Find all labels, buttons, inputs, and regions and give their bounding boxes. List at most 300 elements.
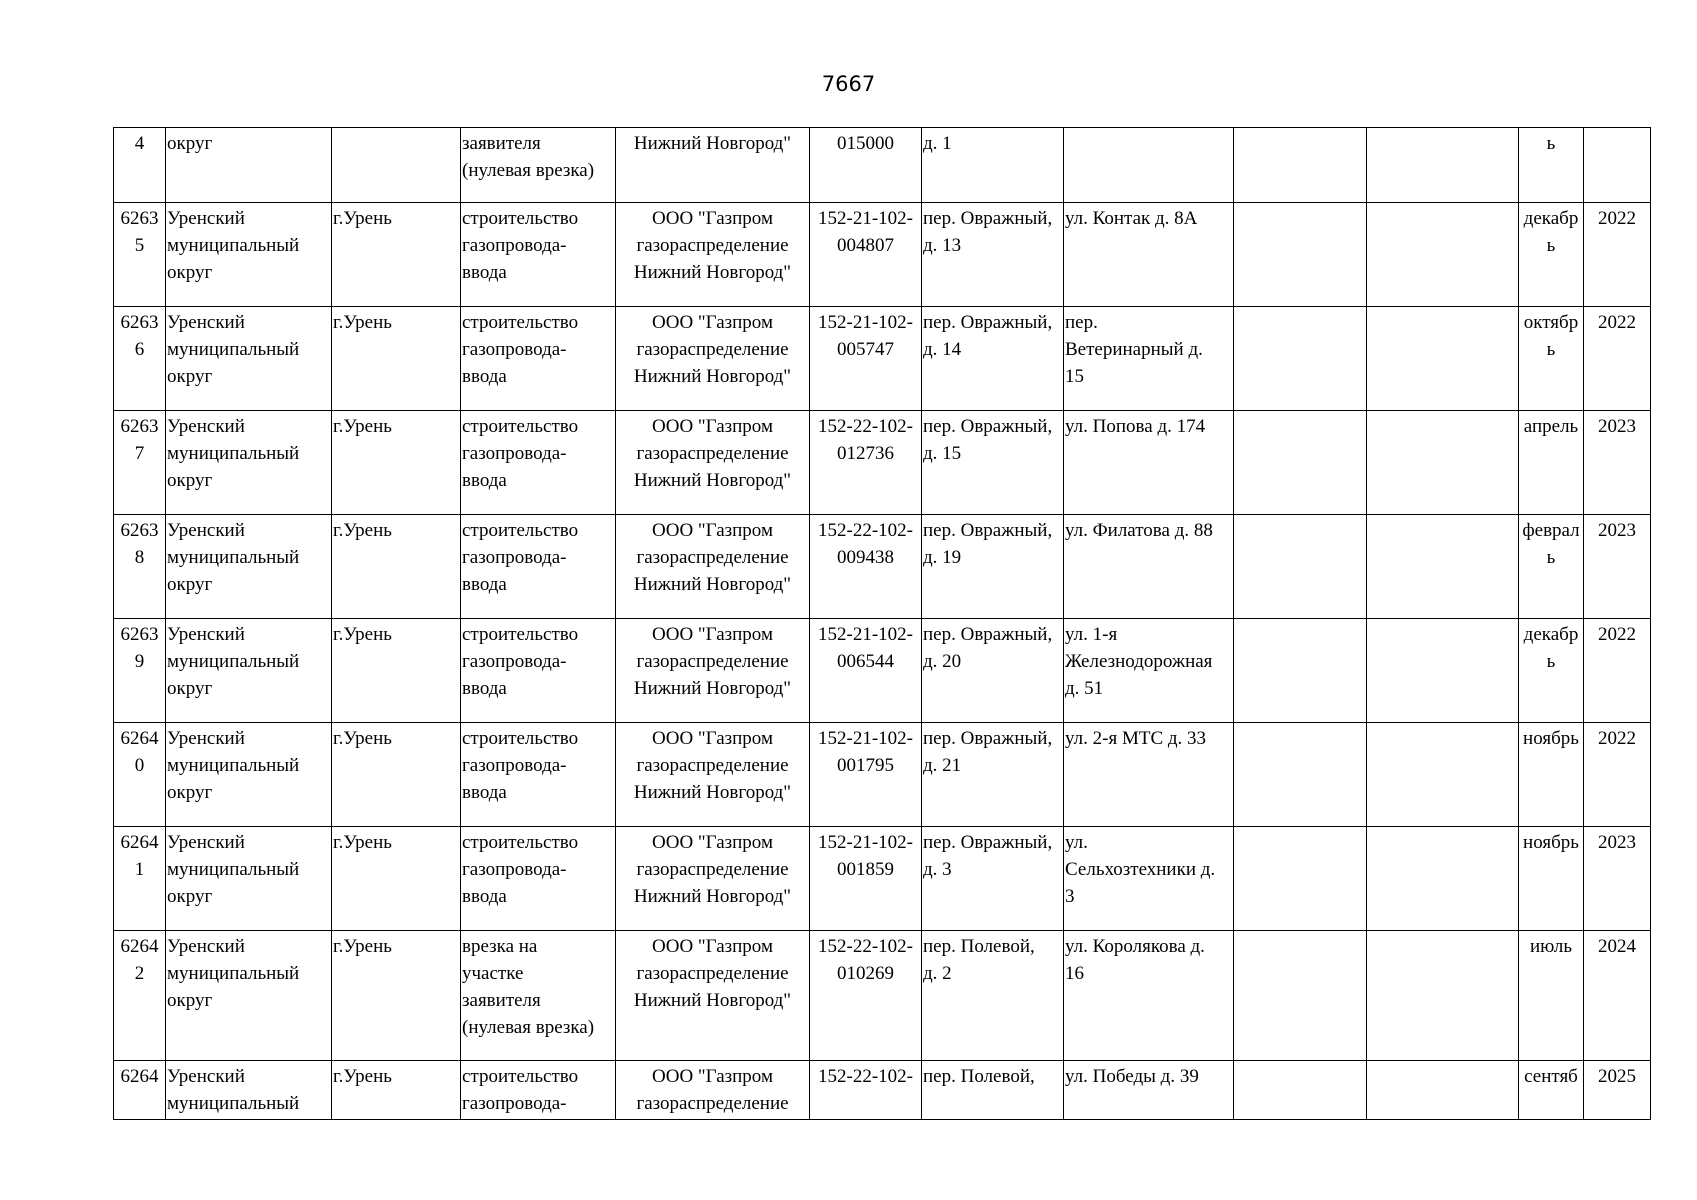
- table-row: [114, 307, 1651, 411]
- cell-address-alt: [1064, 619, 1234, 723]
- cell-address: [922, 128, 1064, 203]
- cell-text-line: пер. Овражный,: [923, 624, 1053, 645]
- cell-text-line: Нижний Новгород": [633, 678, 792, 699]
- cell-text-line: газопровода-: [462, 547, 567, 568]
- cell-text-line: 2022: [1598, 312, 1636, 333]
- cell-year: [1584, 128, 1651, 203]
- cell-text-line: Нижний Новгород": [633, 574, 792, 595]
- cell-settlement: [332, 128, 461, 203]
- cell-month: [1519, 128, 1584, 203]
- cell-text-line: заявителя: [462, 990, 541, 1011]
- cell-text-line: строительство: [462, 312, 579, 333]
- cell-text-line: 009438: [837, 547, 894, 568]
- cell-application-code: [810, 827, 922, 931]
- cell-text-line: 152-21-102-: [818, 832, 913, 853]
- cell-text-line: 005747: [837, 339, 894, 360]
- cell-text-line: 6264: [120, 1066, 159, 1087]
- cell-text-line: ввода: [462, 574, 507, 595]
- cell-text-line: газораспределение: [636, 755, 789, 776]
- cell-text-line: округ: [167, 678, 213, 699]
- cell-text-line: 152-21-102-: [818, 624, 913, 645]
- gasification-registry-table: [113, 127, 1651, 1120]
- cell-empty: [1234, 1061, 1367, 1120]
- cell-text-line: муниципальный: [167, 963, 300, 984]
- cell-text-line: строительство: [462, 416, 579, 437]
- cell-text-line: Уренский: [167, 624, 245, 645]
- cell-text-line: (нулевая врезка): [462, 1017, 595, 1038]
- table-row: [114, 827, 1651, 931]
- cell-text-line: 2023: [1598, 520, 1636, 541]
- cell-text-line: Нижний Новгород": [633, 990, 792, 1011]
- cell-address-alt: [1064, 128, 1234, 203]
- cell-text-line: муниципальный: [167, 755, 300, 776]
- cell-text-line: д. 20: [923, 651, 962, 672]
- cell-text-line: д. 21: [923, 755, 962, 776]
- cell-text-line: округ: [167, 366, 213, 387]
- cell-text-line: 6264: [120, 832, 159, 853]
- cell-text-line: 1: [134, 859, 145, 880]
- cell-text-line: округ: [167, 990, 213, 1011]
- cell-text-line: муниципальный: [167, 1093, 300, 1114]
- cell-text-line: 152-22-102-: [818, 1066, 913, 1087]
- cell-text-line: д. 1: [923, 133, 952, 154]
- cell-district: [166, 515, 332, 619]
- cell-text-line: 152-22-102-: [818, 520, 913, 541]
- cell-text-line: ООО "Газпром: [652, 208, 773, 229]
- table-row: [114, 723, 1651, 827]
- cell-text-line: пер. Овражный,: [923, 832, 1053, 853]
- cell-district: [166, 1061, 332, 1120]
- cell-text-line: 6263: [120, 312, 159, 333]
- cell-text-line: д. 51: [1065, 678, 1104, 699]
- cell-text-line: Уренский: [167, 728, 245, 749]
- cell-text-line: газораспределение: [636, 443, 789, 464]
- cell-text-line: газопровода-: [462, 651, 567, 672]
- table-row: [114, 515, 1651, 619]
- cell-year: [1584, 1061, 1651, 1120]
- cell-text-line: ООО "Газпром: [652, 416, 773, 437]
- cell-text-line: Нижний Новгород": [633, 133, 792, 154]
- cell-text-line: Уренский: [167, 208, 245, 229]
- cell-text-line: 2023: [1598, 832, 1636, 853]
- cell-text-line: 004807: [837, 235, 894, 256]
- cell-application-code: [810, 411, 922, 515]
- cell-text-line: ул. Попова д. 174: [1065, 416, 1206, 437]
- cell-empty: [1234, 128, 1367, 203]
- cell-address-alt: [1064, 307, 1234, 411]
- cell-work-type: [461, 723, 616, 827]
- cell-text-line: строительство: [462, 208, 579, 229]
- cell-month: [1519, 515, 1584, 619]
- cell-text-line: 0: [134, 755, 145, 776]
- cell-number: [114, 128, 166, 203]
- cell-district: [166, 307, 332, 411]
- cell-year: [1584, 203, 1651, 307]
- cell-text-line: газопровода-: [462, 755, 567, 776]
- cell-month: [1519, 619, 1584, 723]
- cell-district: [166, 411, 332, 515]
- cell-text-line: ООО "Газпром: [652, 312, 773, 333]
- cell-text-line: Уренский: [167, 312, 245, 333]
- cell-text-line: газопровода-: [462, 1093, 567, 1114]
- cell-text-line: газораспределение: [636, 651, 789, 672]
- cell-text-line: ул. Филатова д. 88: [1065, 520, 1213, 541]
- cell-settlement: [332, 307, 461, 411]
- cell-text-line: газопровода-: [462, 235, 567, 256]
- cell-text-line: ввода: [462, 470, 507, 491]
- cell-number: [114, 307, 166, 411]
- cell-number: [114, 411, 166, 515]
- cell-text-line: ввода: [462, 886, 507, 907]
- cell-text-line: Уренский: [167, 520, 245, 541]
- cell-number: [114, 1061, 166, 1120]
- cell-text-line: ул. Королякова д.: [1065, 936, 1205, 957]
- cell-number: [114, 203, 166, 307]
- cell-work-type: [461, 411, 616, 515]
- cell-district: [166, 619, 332, 723]
- cell-month: [1519, 307, 1584, 411]
- cell-text-line: д. 19: [923, 547, 962, 568]
- cell-text-line: пер.: [1065, 312, 1098, 333]
- cell-text-line: г.Урень: [333, 416, 392, 437]
- cell-work-type: [461, 1061, 616, 1120]
- cell-settlement: [332, 931, 461, 1061]
- cell-text-line: газораспределение: [636, 235, 789, 256]
- cell-text-line: 152-22-102-: [818, 936, 913, 957]
- cell-text-line: (нулевая врезка): [462, 160, 595, 181]
- cell-number: [114, 723, 166, 827]
- cell-address: [922, 931, 1064, 1061]
- cell-text-line: д. 14: [923, 339, 962, 360]
- cell-text-line: 6264: [120, 936, 159, 957]
- table-row: [114, 931, 1651, 1061]
- cell-empty: [1234, 411, 1367, 515]
- cell-text-line: г.Урень: [333, 728, 392, 749]
- cell-text-line: ул. 2-я МТС д. 33: [1065, 728, 1207, 749]
- cell-address: [922, 723, 1064, 827]
- cell-settlement: [332, 411, 461, 515]
- cell-text-line: 8: [134, 547, 145, 568]
- cell-district: [166, 203, 332, 307]
- cell-text-line: апрель: [1523, 416, 1579, 437]
- cell-text-line: 2022: [1598, 624, 1636, 645]
- cell-text-line: 001795: [837, 755, 894, 776]
- cell-empty: [1367, 203, 1519, 307]
- cell-address-alt: [1064, 827, 1234, 931]
- cell-text-line: 6263: [120, 520, 159, 541]
- cell-address-alt: [1064, 515, 1234, 619]
- cell-text-line: строительство: [462, 1066, 579, 1087]
- cell-text-line: 010269: [837, 963, 894, 984]
- cell-text-line: 2: [134, 963, 145, 984]
- cell-text-line: 152-21-102-: [818, 312, 913, 333]
- cell-text-line: Нижний Новгород": [633, 366, 792, 387]
- cell-text-line: Нижний Новгород": [633, 782, 792, 803]
- cell-text-line: 152-21-102-: [818, 728, 913, 749]
- cell-text-line: октябр: [1523, 312, 1579, 333]
- cell-text-line: г.Урень: [333, 624, 392, 645]
- cell-text-line: Уренский: [167, 416, 245, 437]
- cell-settlement: [332, 619, 461, 723]
- cell-text-line: г.Урень: [333, 208, 392, 229]
- page-number: 7667: [821, 72, 876, 96]
- cell-text-line: д. 13: [923, 235, 962, 256]
- cell-text-line: врезка на: [462, 936, 538, 957]
- cell-text-line: строительство: [462, 624, 579, 645]
- cell-text-line: округ: [167, 886, 213, 907]
- cell-address-alt: [1064, 931, 1234, 1061]
- cell-text-line: Сельхозтехники д.: [1065, 859, 1216, 880]
- cell-text-line: 2022: [1598, 208, 1636, 229]
- cell-organization: [616, 931, 810, 1061]
- table-row: [114, 619, 1651, 723]
- cell-settlement: [332, 515, 461, 619]
- cell-organization: [616, 619, 810, 723]
- cell-text-line: газопровода-: [462, 443, 567, 464]
- cell-organization: [616, 515, 810, 619]
- cell-empty: [1367, 307, 1519, 411]
- cell-application-code: [810, 619, 922, 723]
- cell-text-line: 2022: [1598, 728, 1636, 749]
- cell-text-line: Уренский: [167, 1066, 245, 1087]
- cell-settlement: [332, 203, 461, 307]
- cell-text-line: округ: [167, 133, 213, 154]
- cell-month: [1519, 203, 1584, 307]
- cell-text-line: газораспределение: [636, 339, 789, 360]
- table-row: [114, 203, 1651, 307]
- cell-text-line: 6263: [120, 208, 159, 229]
- cell-text-line: ООО "Газпром: [652, 624, 773, 645]
- cell-month: [1519, 827, 1584, 931]
- cell-address-alt: [1064, 723, 1234, 827]
- cell-text-line: 2024: [1598, 936, 1636, 957]
- cell-year: [1584, 723, 1651, 827]
- cell-month: [1519, 411, 1584, 515]
- cell-address: [922, 411, 1064, 515]
- cell-text-line: пер. Полевой,: [923, 1066, 1035, 1087]
- cell-text-line: 4: [134, 133, 145, 154]
- cell-empty: [1367, 619, 1519, 723]
- cell-text-line: пер. Овражный,: [923, 416, 1053, 437]
- cell-text-line: Нижний Новгород": [633, 470, 792, 491]
- cell-text-line: г.Урень: [333, 1066, 392, 1087]
- cell-text-line: декабр: [1523, 624, 1579, 645]
- cell-text-line: 6263: [120, 624, 159, 645]
- table-body: [114, 128, 1651, 1120]
- cell-address: [922, 307, 1064, 411]
- cell-organization: [616, 307, 810, 411]
- cell-empty: [1367, 931, 1519, 1061]
- cell-address-alt: [1064, 411, 1234, 515]
- cell-text-line: ввода: [462, 678, 507, 699]
- cell-text-line: 5: [134, 235, 145, 256]
- cell-text-line: 001859: [837, 859, 894, 880]
- cell-empty: [1234, 723, 1367, 827]
- cell-district: [166, 931, 332, 1061]
- cell-organization: [616, 1061, 810, 1120]
- cell-text-line: 2025: [1598, 1066, 1636, 1087]
- cell-year: [1584, 411, 1651, 515]
- cell-text-line: газораспределение: [636, 859, 789, 880]
- cell-application-code: [810, 128, 922, 203]
- cell-empty: [1367, 827, 1519, 931]
- cell-text-line: 3: [1065, 886, 1075, 907]
- cell-text-line: муниципальный: [167, 339, 300, 360]
- cell-text-line: ь: [1546, 133, 1556, 154]
- cell-text-line: газопровода-: [462, 339, 567, 360]
- cell-text-line: муниципальный: [167, 443, 300, 464]
- cell-year: [1584, 931, 1651, 1061]
- cell-text-line: газораспределение: [636, 963, 789, 984]
- cell-address: [922, 515, 1064, 619]
- cell-work-type: [461, 515, 616, 619]
- cell-text-line: округ: [167, 262, 213, 283]
- cell-text-line: ь: [1546, 547, 1556, 568]
- cell-year: [1584, 307, 1651, 411]
- cell-text-line: ООО "Газпром: [652, 936, 773, 957]
- cell-address: [922, 1061, 1064, 1120]
- cell-text-line: декабр: [1523, 208, 1579, 229]
- cell-text-line: ноябрь: [1523, 728, 1579, 749]
- cell-month: [1519, 1061, 1584, 1120]
- cell-text-line: 9: [134, 651, 145, 672]
- cell-empty: [1234, 307, 1367, 411]
- cell-address-alt: [1064, 1061, 1234, 1120]
- cell-organization: [616, 411, 810, 515]
- cell-organization: [616, 723, 810, 827]
- cell-text-line: участке: [462, 963, 524, 984]
- cell-text-line: округ: [167, 574, 213, 595]
- cell-text-line: июль: [1529, 936, 1573, 957]
- cell-empty: [1234, 515, 1367, 619]
- cell-number: [114, 515, 166, 619]
- table-row: [114, 411, 1651, 515]
- cell-district: [166, 128, 332, 203]
- cell-text-line: Железнодорожная: [1065, 651, 1213, 672]
- cell-settlement: [332, 827, 461, 931]
- cell-text-line: муниципальный: [167, 651, 300, 672]
- cell-text-line: г.Урень: [333, 520, 392, 541]
- cell-application-code: [810, 1061, 922, 1120]
- cell-year: [1584, 827, 1651, 931]
- cell-text-line: строительство: [462, 728, 579, 749]
- cell-application-code: [810, 931, 922, 1061]
- cell-text-line: округ: [167, 470, 213, 491]
- cell-text-line: ООО "Газпром: [652, 520, 773, 541]
- cell-application-code: [810, 515, 922, 619]
- cell-work-type: [461, 128, 616, 203]
- cell-text-line: ул.: [1065, 832, 1088, 853]
- cell-text-line: муниципальный: [167, 547, 300, 568]
- cell-text-line: муниципальный: [167, 859, 300, 880]
- cell-year: [1584, 619, 1651, 723]
- cell-month: [1519, 723, 1584, 827]
- cell-year: [1584, 515, 1651, 619]
- cell-text-line: ь: [1546, 339, 1556, 360]
- cell-text-line: ь: [1546, 235, 1556, 256]
- cell-text-line: г.Урень: [333, 936, 392, 957]
- cell-address: [922, 827, 1064, 931]
- cell-work-type: [461, 203, 616, 307]
- cell-address-alt: [1064, 203, 1234, 307]
- table-row: [114, 1061, 1651, 1120]
- cell-empty: [1367, 723, 1519, 827]
- cell-text-line: Ветеринарный д.: [1065, 339, 1203, 360]
- cell-text-line: ввода: [462, 262, 507, 283]
- cell-text-line: 7: [134, 443, 145, 464]
- cell-text-line: Нижний Новгород": [633, 262, 792, 283]
- cell-empty: [1367, 515, 1519, 619]
- cell-month: [1519, 931, 1584, 1061]
- cell-text-line: 6263: [120, 416, 159, 437]
- cell-text-line: ноябрь: [1523, 832, 1579, 853]
- cell-text-line: 16: [1065, 963, 1084, 984]
- cell-text-line: газопровода-: [462, 859, 567, 880]
- cell-address: [922, 203, 1064, 307]
- cell-number: [114, 619, 166, 723]
- cell-work-type: [461, 931, 616, 1061]
- cell-work-type: [461, 619, 616, 723]
- cell-text-line: 012736: [837, 443, 894, 464]
- cell-empty: [1234, 619, 1367, 723]
- cell-settlement: [332, 1061, 461, 1120]
- cell-text-line: ООО "Газпром: [652, 728, 773, 749]
- cell-settlement: [332, 723, 461, 827]
- cell-text-line: строительство: [462, 520, 579, 541]
- cell-organization: [616, 203, 810, 307]
- cell-text-line: муниципальный: [167, 235, 300, 256]
- cell-organization: [616, 827, 810, 931]
- cell-application-code: [810, 723, 922, 827]
- cell-text-line: ь: [1546, 651, 1556, 672]
- cell-text-line: пер. Овражный,: [923, 520, 1053, 541]
- cell-text-line: заявителя: [462, 133, 541, 154]
- cell-text-line: пер. Овражный,: [923, 312, 1053, 333]
- cell-empty: [1367, 128, 1519, 203]
- cell-district: [166, 723, 332, 827]
- cell-text-line: 006544: [837, 651, 894, 672]
- cell-text-line: д. 2: [923, 963, 952, 984]
- cell-text-line: строительство: [462, 832, 579, 853]
- cell-text-line: ул. Победы д. 39: [1065, 1066, 1199, 1087]
- cell-empty: [1234, 827, 1367, 931]
- cell-address: [922, 619, 1064, 723]
- cell-text-line: ООО "Газпром: [652, 1066, 773, 1087]
- table-row: [114, 128, 1651, 203]
- cell-text-line: сентяб: [1524, 1066, 1578, 1087]
- cell-empty: [1367, 411, 1519, 515]
- cell-text-line: пер. Овражный,: [923, 208, 1053, 229]
- cell-text-line: газораспределение: [636, 1093, 789, 1114]
- cell-work-type: [461, 827, 616, 931]
- cell-district: [166, 827, 332, 931]
- cell-text-line: 015000: [837, 133, 894, 154]
- cell-text-line: газораспределение: [636, 547, 789, 568]
- cell-text-line: 15: [1065, 366, 1084, 387]
- cell-text-line: ул. 1-я: [1065, 624, 1118, 645]
- cell-application-code: [810, 307, 922, 411]
- cell-text-line: Нижний Новгород": [633, 886, 792, 907]
- cell-text-line: пер. Полевой,: [923, 936, 1035, 957]
- cell-text-line: 152-22-102-: [818, 416, 913, 437]
- cell-number: [114, 931, 166, 1061]
- cell-empty: [1367, 1061, 1519, 1120]
- cell-empty: [1234, 203, 1367, 307]
- cell-text-line: ул. Контак д. 8А: [1065, 208, 1198, 229]
- cell-number: [114, 827, 166, 931]
- cell-text-line: 6264: [120, 728, 159, 749]
- cell-organization: [616, 128, 810, 203]
